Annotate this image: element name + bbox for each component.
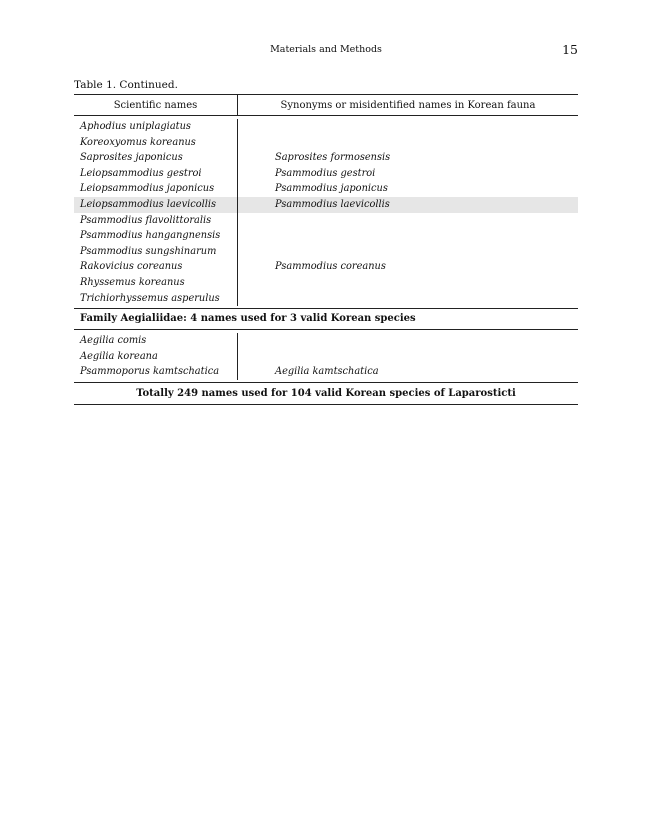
synonym-cell: [238, 213, 578, 229]
scientific-name-cell: Leiopsammodius gestroi: [74, 166, 238, 182]
running-header: Materials and Methods: [270, 44, 382, 55]
scientific-name-cell: Psammodius flavolittoralis: [74, 213, 238, 229]
table-row: [74, 364, 578, 380]
table-row: [74, 135, 578, 151]
table-row: [74, 275, 578, 291]
synonym-cell: Psammodius japonicus: [275, 183, 388, 195]
table-row: [74, 166, 578, 182]
table-row: [74, 291, 578, 307]
scientific-name-cell: Leiopsammodius laevicollis: [74, 197, 238, 213]
synonym-cell: Psammodius laevicollis: [275, 198, 390, 210]
synonym-cell: [238, 333, 578, 349]
column-header-synonyms: Synonyms or misidentified names in Korean fauna: [280, 99, 536, 111]
synonym-cell: [238, 135, 578, 151]
scientific-name-cell: Aphodius uniplagiatus: [74, 119, 238, 135]
scientific-name-cell: Trichiorhyssemus asperulus: [74, 291, 238, 307]
group2-rows: [74, 333, 578, 380]
table-header-row: [74, 94, 578, 116]
synonym-cell: Psammodius gestroi: [275, 167, 376, 179]
table-row: [74, 213, 578, 229]
synonym-cell: [238, 275, 578, 291]
table-caption: Table 1. Continued.: [74, 79, 178, 91]
scientific-name-cell: Saprosites japonicus: [74, 150, 238, 166]
synonym-cell: [238, 349, 578, 365]
synonym-cell: Aegilia kamtschatica: [275, 366, 379, 378]
scientific-name-cell: Psammoporus kamtschatica: [74, 364, 238, 380]
scientific-name-cell: Koreoxyomus koreanus: [74, 135, 238, 151]
table-row: [74, 244, 578, 260]
synonym-cell: [238, 244, 578, 260]
species-table: [74, 94, 578, 405]
synonym-cell: Psammodius coreanus: [275, 261, 386, 273]
scientific-name-cell: Aegilia comis: [74, 333, 238, 349]
synonym-cell: [238, 228, 578, 244]
scientific-name-cell: Rakovicius coreanus: [74, 259, 238, 275]
scientific-name-cell: Leiopsammodius japonicus: [74, 181, 238, 197]
table-row: [74, 333, 578, 349]
family-summary-row: Family Aegialiidae: 4 names used for 3 valid Korean species: [74, 309, 578, 330]
scientific-name-cell: Aegilia koreana: [74, 349, 238, 365]
synonym-cell: [238, 291, 578, 307]
table-row: [74, 181, 578, 197]
column-header-scientific-names: Scientific names: [74, 95, 238, 115]
group1-rows: [74, 119, 578, 309]
scientific-name-cell: Psammodius sungshinarum: [74, 244, 238, 260]
scientific-name-cell: Rhyssemus koreanus: [74, 275, 238, 291]
table-row: [74, 119, 578, 135]
table-row: [74, 150, 578, 166]
page-number: 15: [562, 42, 578, 57]
synonym-cell: [238, 119, 578, 135]
table-row-highlighted: [74, 197, 578, 213]
total-summary-row: Totally 249 names used for 104 valid Korean species of Laparosticti: [74, 382, 578, 405]
synonym-cell: Saprosites formosensis: [275, 152, 391, 164]
table-row: [74, 259, 578, 275]
table-row: [74, 349, 578, 365]
table-row: [74, 228, 578, 244]
scientific-name-cell: Psammodius hangangnensis: [74, 228, 238, 244]
